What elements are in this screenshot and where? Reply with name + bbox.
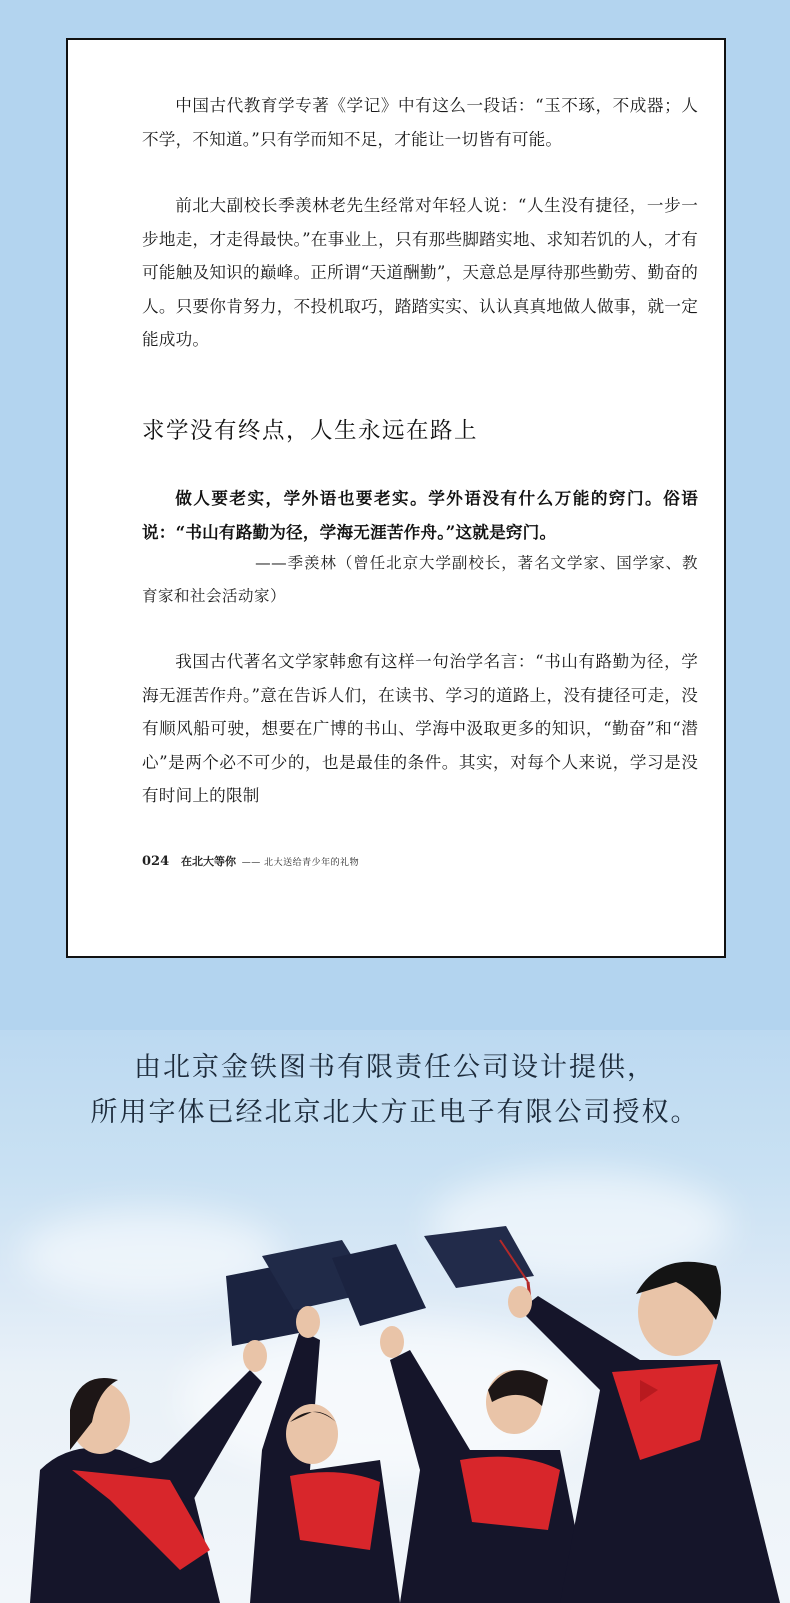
credit-line-design: 由北京金铁图书有限责任公司设计提供， bbox=[134, 1052, 656, 1083]
student-1 bbox=[30, 1340, 267, 1603]
student-3 bbox=[380, 1326, 590, 1603]
page-footer bbox=[142, 853, 359, 869]
paragraph-xueji: 中国古代教育学专著《学记》中有这么一段话：“玉不琢，不成器；人不学，不知道。”只有学而知不足，才能让一切皆有可能。 bbox=[142, 96, 698, 149]
graduates-photo bbox=[0, 1030, 790, 1603]
quote-text: 做人要老实，学外语也要老实。学外语没有什么万能的窍门。俗语说：“书山有路勤为径，学海无涯苦作舟。”这就是窍门。 bbox=[142, 488, 698, 542]
credit-line-font-license: 所用字体已经北京北大方正电子有限公司授权。 bbox=[90, 1097, 700, 1128]
paragraph-ji-xianlin: 前北大副校长季羡林老先生经常对年轻人说：“人生没有捷径，一步一步地走，才走得最快。”在事业上，只有那些脚踏实地、求知若饥的人，才有可能触及知识的巅峰。正所谓“天道酬勤”，天意总是厚待那些勤劳、勤奋的人。只要你肯努力，不投机取巧，踏踏实实、认认真真地做人做事，就一定能成功。 bbox=[142, 196, 698, 349]
page-number: 024 bbox=[142, 854, 170, 869]
book-subtitle: —— 北大送给青少年的礼物 bbox=[241, 858, 360, 868]
book-title: 在北大等你 bbox=[180, 855, 236, 868]
mortarboard-cap-icon bbox=[226, 1226, 534, 1346]
student-2 bbox=[250, 1306, 400, 1603]
book-page-scan bbox=[66, 38, 726, 958]
paragraph-han-yu: 我国古代著名文学家韩愈有这样一句治学名言：“书山有路勤为径，学海无涯苦作舟。”意在告诉人们，在读书、学习的道路上，没有捷径可走，没有顺风船可驶，想要在广博的书山、学海中汲取更多的知识，“勤奋”和“潜心”是两个必不可少的，也是最佳的条件。其实，对每个人来说，学习是没有时间上的限制 bbox=[142, 652, 698, 805]
quote-attribution: ——季羡林（曾任北京大学副校长，著名文学家、国学家、教育家和社会活动家） bbox=[142, 554, 698, 605]
section-heading: 求学没有终点，人生永远在路上 bbox=[142, 418, 479, 444]
